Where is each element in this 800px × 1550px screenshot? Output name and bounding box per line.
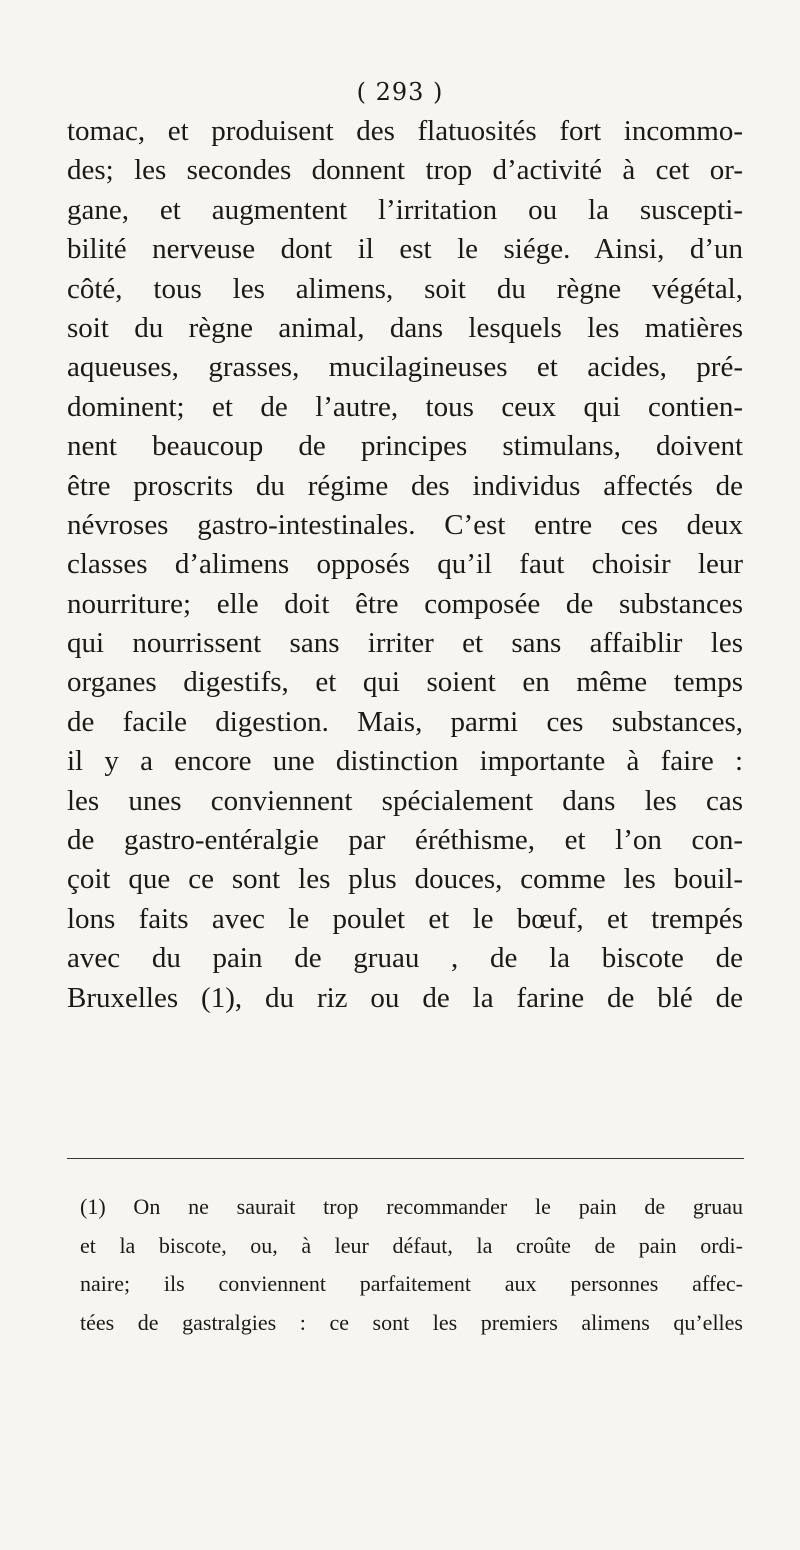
- text-line: qui nourrissent sans irriter et sans affaiblir les: [67, 627, 743, 660]
- text-line: être proscrits du régime des individus affectés de: [67, 469, 743, 502]
- text-line: Bruxelles (1), du riz ou de la farine de blé de: [67, 981, 743, 1014]
- footnote: [80, 1188, 743, 1342]
- text-line: nourriture; elle doit être composée de substances: [67, 587, 743, 620]
- footnote-line: naire; ils conviennent parfaitement aux personnes affec-: [80, 1271, 743, 1296]
- text-line: côté, tous les alimens, soit du règne végétal,: [67, 272, 743, 305]
- text-line: des; les secondes donnent trop d’activité à cet or-: [67, 154, 743, 187]
- text-line: çoit que ce sont les plus douces, comme les bouil-: [67, 863, 743, 896]
- text-line: aqueuses, grasses, mucilagineuses et acides, pré-: [67, 351, 743, 384]
- text-line: les unes conviennent spécialement dans les cas: [67, 784, 743, 817]
- footnote-line: et la biscote, ou, à leur défaut, la croûte de pain ordi-: [80, 1232, 743, 1258]
- text-line: de facile digestion. Mais, parmi ces substances,: [67, 705, 743, 738]
- text-line: névroses gastro-intestinales. C’est entre ces deux: [67, 508, 743, 541]
- text-line: bilité nerveuse dont il est le siége. Ainsi, d’un: [67, 233, 743, 266]
- text-line: soit du règne animal, dans lesquels les matières: [67, 311, 743, 344]
- text-line: tomac, et produisent des flatuosités fort incommo-: [67, 115, 743, 147]
- text-line: organes digestifs, et qui soient en même temps: [67, 666, 743, 699]
- main-text: [67, 112, 743, 1018]
- text-line: de gastro-entéralgie par éréthisme, et l’on con-: [67, 824, 743, 857]
- text-line: dominent; et de l’autre, tous ceux qui contien-: [67, 390, 743, 423]
- text-line: lons faits avec le poulet et le bœuf, et trempés: [67, 902, 743, 935]
- text-line: nent beaucoup de principes stimulans, doivent: [67, 430, 743, 463]
- text-line: avec du pain de gruau , de la biscote de: [67, 942, 743, 975]
- footnote-divider: [67, 1158, 744, 1159]
- page-number: ( 293 ): [356, 78, 444, 106]
- text-line: il y a encore une distinction importante à faire :: [67, 745, 743, 778]
- footnote-line: tées de gastralgies : ce sont les premiers alimens qu’elles: [80, 1309, 743, 1335]
- text-line: gane, et augmentent l’irritation ou la suscepti-: [67, 193, 743, 226]
- footnote-line: (1) On ne saurait trop recommander le pain de gruau: [80, 1194, 743, 1219]
- text-line: classes d’alimens opposés qu’il faut choisir leur: [67, 548, 743, 581]
